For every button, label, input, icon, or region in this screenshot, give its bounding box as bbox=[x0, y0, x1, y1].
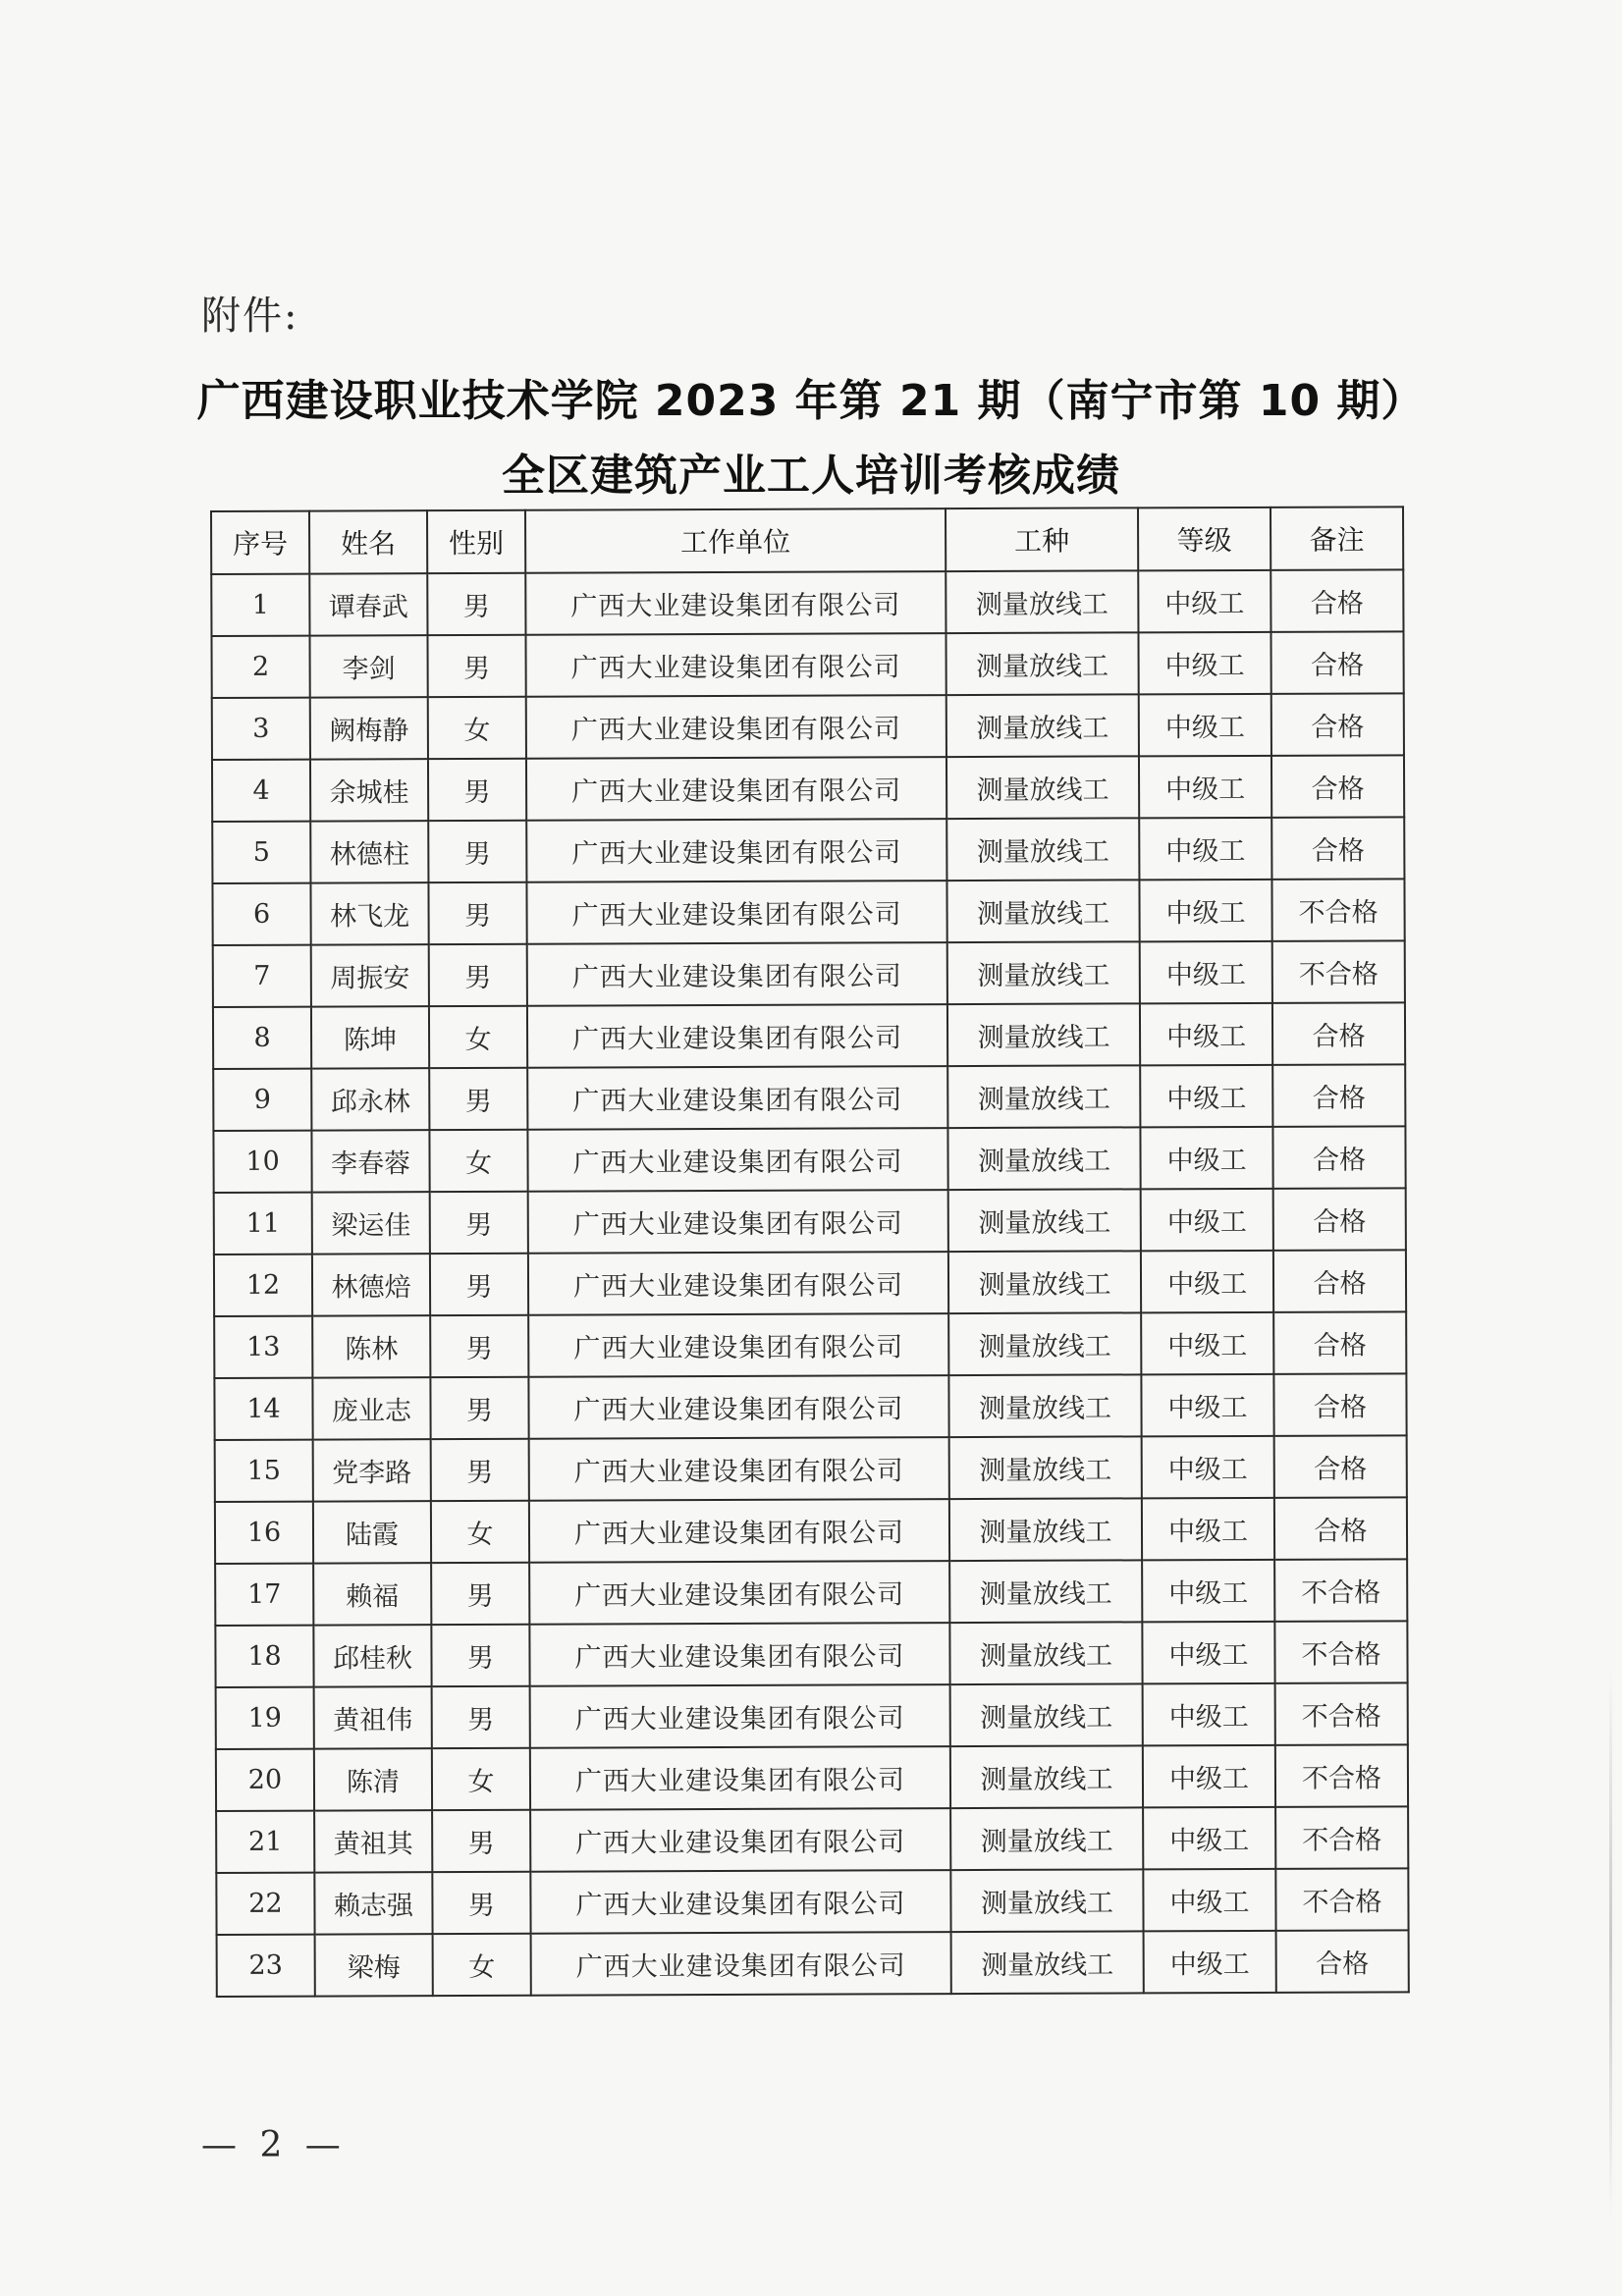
table-row bbox=[211, 631, 1403, 698]
cell-name: 李剑 bbox=[309, 635, 427, 697]
cell-name: 邱桂秋 bbox=[313, 1625, 431, 1686]
cell-name: 黄祖伟 bbox=[314, 1686, 432, 1748]
cell-no: 10 bbox=[213, 1131, 311, 1193]
table-row bbox=[213, 940, 1405, 1007]
cell-unit: 广西大业建设集团有限公司 bbox=[527, 1004, 947, 1068]
cell-no: 17 bbox=[215, 1564, 313, 1626]
cell-unit: 广西大业建设集团有限公司 bbox=[529, 1437, 949, 1501]
cell-trade: 测量放线工 bbox=[950, 1683, 1143, 1746]
cell-no: 18 bbox=[215, 1626, 313, 1687]
cell-gender: 女 bbox=[429, 1130, 527, 1192]
header-remark: 备注 bbox=[1271, 507, 1403, 570]
cell-trade: 测量放线工 bbox=[946, 570, 1138, 633]
cell-gender: 女 bbox=[432, 1748, 530, 1810]
table-row bbox=[216, 1806, 1408, 1873]
cell-no: 11 bbox=[214, 1193, 312, 1255]
cell-remark: 合格 bbox=[1273, 1188, 1406, 1251]
table-row bbox=[213, 1002, 1405, 1069]
cell-name: 庞业志 bbox=[312, 1377, 430, 1439]
cell-no: 16 bbox=[215, 1502, 313, 1564]
document-title-line-2: 全区建筑产业工人培训考核成绩 bbox=[502, 451, 1120, 501]
cell-remark: 合格 bbox=[1271, 569, 1403, 632]
cell-level: 中级工 bbox=[1139, 880, 1271, 942]
cell-gender: 男 bbox=[432, 1810, 530, 1872]
cell-level: 中级工 bbox=[1141, 1251, 1273, 1313]
cell-trade: 测量放线工 bbox=[946, 880, 1139, 942]
cell-remark: 合格 bbox=[1276, 1930, 1409, 1993]
cell-trade: 测量放线工 bbox=[947, 1127, 1140, 1190]
cell-trade: 测量放线工 bbox=[950, 1745, 1143, 1808]
cell-unit: 广西大业建设集团有限公司 bbox=[526, 695, 946, 759]
cell-unit: 广西大业建设集团有限公司 bbox=[530, 1684, 950, 1748]
cell-name: 赖志强 bbox=[314, 1872, 432, 1934]
cell-no: 21 bbox=[216, 1811, 314, 1873]
cell-gender: 男 bbox=[431, 1625, 529, 1686]
table-row bbox=[213, 1064, 1405, 1131]
cell-remark: 不合格 bbox=[1271, 879, 1404, 941]
cell-level: 中级工 bbox=[1143, 1745, 1275, 1808]
cell-remark: 合格 bbox=[1271, 755, 1404, 818]
cell-no: 14 bbox=[214, 1378, 312, 1440]
cell-trade: 测量放线工 bbox=[946, 632, 1138, 695]
cell-remark: 合格 bbox=[1271, 693, 1404, 756]
table-header-row bbox=[211, 507, 1403, 574]
cell-remark: 合格 bbox=[1272, 1126, 1405, 1189]
cell-remark: 不合格 bbox=[1272, 940, 1405, 1003]
cell-gender: 女 bbox=[433, 1934, 531, 1996]
cell-gender: 男 bbox=[432, 1872, 530, 1934]
cell-gender: 男 bbox=[432, 1686, 530, 1748]
cell-name: 梁梅 bbox=[315, 1934, 433, 1996]
cell-trade: 测量放线工 bbox=[950, 1869, 1143, 1932]
cell-remark: 合格 bbox=[1272, 1002, 1405, 1065]
cell-trade: 测量放线工 bbox=[947, 1003, 1140, 1066]
score-table bbox=[210, 506, 1410, 1998]
cell-name: 梁运佳 bbox=[312, 1192, 430, 1254]
cell-unit: 广西大业建设集团有限公司 bbox=[527, 1066, 947, 1130]
cell-level: 中级工 bbox=[1140, 1127, 1272, 1190]
cell-remark: 合格 bbox=[1274, 1497, 1407, 1560]
cell-name: 余城桂 bbox=[310, 759, 428, 821]
cell-unit: 广西大业建设集团有限公司 bbox=[526, 819, 946, 882]
table-row bbox=[216, 1682, 1408, 1749]
cell-name: 邱永林 bbox=[311, 1068, 429, 1130]
cell-gender: 男 bbox=[429, 1068, 527, 1130]
cell-no: 12 bbox=[214, 1255, 312, 1316]
cell-trade: 测量放线工 bbox=[951, 1931, 1144, 1994]
cell-trade: 测量放线工 bbox=[949, 1560, 1142, 1623]
cell-name: 林德焙 bbox=[312, 1254, 430, 1315]
cell-level: 中级工 bbox=[1140, 941, 1272, 1004]
cell-no: 5 bbox=[212, 822, 310, 883]
cell-remark: 合格 bbox=[1274, 1435, 1407, 1498]
cell-unit: 广西大业建设集团有限公司 bbox=[531, 1932, 951, 1996]
cell-gender: 男 bbox=[427, 573, 525, 635]
cell-trade: 测量放线工 bbox=[949, 1498, 1142, 1561]
cell-trade: 测量放线工 bbox=[950, 1807, 1143, 1870]
cell-level: 中级工 bbox=[1141, 1374, 1273, 1437]
cell-level: 中级工 bbox=[1144, 1931, 1276, 1994]
cell-level: 中级工 bbox=[1140, 1065, 1272, 1128]
cell-gender: 男 bbox=[431, 1439, 529, 1501]
cell-level: 中级工 bbox=[1143, 1869, 1275, 1932]
cell-gender: 男 bbox=[430, 1254, 528, 1315]
cell-no: 6 bbox=[212, 883, 310, 945]
cell-level: 中级工 bbox=[1142, 1498, 1274, 1561]
table-row bbox=[215, 1497, 1407, 1564]
cell-name: 黄祖其 bbox=[314, 1810, 432, 1872]
cell-remark: 合格 bbox=[1272, 1064, 1405, 1127]
cell-gender: 男 bbox=[428, 759, 526, 821]
cell-gender: 男 bbox=[428, 821, 526, 882]
cell-name: 赖福 bbox=[313, 1563, 431, 1625]
table-row bbox=[215, 1435, 1407, 1502]
cell-level: 中级工 bbox=[1142, 1560, 1274, 1623]
cell-no: 8 bbox=[213, 1007, 311, 1069]
table-body bbox=[211, 569, 1409, 1997]
cell-remark: 不合格 bbox=[1274, 1559, 1407, 1622]
cell-remark: 合格 bbox=[1273, 1373, 1406, 1436]
cell-level: 中级工 bbox=[1139, 756, 1271, 819]
cell-level: 中级工 bbox=[1141, 1312, 1273, 1375]
cell-remark: 不合格 bbox=[1274, 1621, 1407, 1683]
cell-no: 22 bbox=[216, 1873, 314, 1935]
cell-level: 中级工 bbox=[1142, 1622, 1274, 1684]
table-row bbox=[216, 1868, 1408, 1935]
cell-remark: 不合格 bbox=[1275, 1744, 1408, 1807]
cell-name: 陈林 bbox=[312, 1315, 430, 1377]
cell-gender: 男 bbox=[430, 1377, 528, 1439]
cell-name: 李春蓉 bbox=[311, 1130, 429, 1192]
table-row bbox=[212, 879, 1404, 945]
cell-level: 中级工 bbox=[1143, 1807, 1275, 1870]
cell-unit: 广西大业建设集团有限公司 bbox=[525, 571, 946, 635]
table-row bbox=[212, 693, 1404, 760]
cell-name: 陈坤 bbox=[311, 1006, 429, 1068]
cell-no: 23 bbox=[217, 1935, 315, 1997]
table-row bbox=[215, 1621, 1407, 1687]
cell-no: 15 bbox=[215, 1440, 313, 1502]
cell-level: 中级工 bbox=[1139, 818, 1271, 881]
table-row bbox=[216, 1744, 1408, 1811]
cell-name: 阙梅静 bbox=[310, 697, 428, 759]
table-row bbox=[214, 1188, 1406, 1255]
cell-name: 陈清 bbox=[314, 1748, 432, 1810]
cell-level: 中级工 bbox=[1141, 1189, 1273, 1252]
cell-no: 2 bbox=[211, 636, 309, 698]
table-row bbox=[212, 755, 1404, 822]
cell-unit: 广西大业建设集团有限公司 bbox=[529, 1561, 949, 1625]
document-title-line-1: 广西建设职业技术学院 2023 年第 21 期（南宁市第 10 期） bbox=[196, 376, 1426, 426]
cell-level: 中级工 bbox=[1142, 1436, 1274, 1499]
cell-trade: 测量放线工 bbox=[948, 1189, 1141, 1252]
cell-unit: 广西大业建设集团有限公司 bbox=[530, 1808, 950, 1872]
table-row bbox=[215, 1559, 1407, 1626]
cell-remark: 不合格 bbox=[1275, 1682, 1408, 1745]
cell-name: 陆霞 bbox=[313, 1501, 431, 1563]
cell-no: 9 bbox=[213, 1069, 311, 1131]
cell-name: 谭春武 bbox=[309, 573, 427, 635]
cell-unit: 广西大业建设集团有限公司 bbox=[528, 1252, 948, 1315]
cell-gender: 男 bbox=[429, 944, 527, 1006]
header-name: 姓名 bbox=[309, 510, 427, 573]
cell-unit: 广西大业建设集团有限公司 bbox=[529, 1623, 949, 1686]
cell-name: 林德柱 bbox=[310, 821, 428, 882]
header-unit: 工作单位 bbox=[525, 508, 946, 573]
cell-no: 7 bbox=[213, 945, 311, 1007]
cell-gender: 女 bbox=[431, 1501, 529, 1563]
header-trade: 工种 bbox=[946, 507, 1138, 571]
cell-gender: 女 bbox=[428, 697, 526, 759]
cell-unit: 广西大业建设集团有限公司 bbox=[530, 1746, 950, 1810]
table-row bbox=[212, 817, 1404, 883]
cell-trade: 测量放线工 bbox=[949, 1622, 1142, 1684]
cell-trade: 测量放线工 bbox=[948, 1251, 1141, 1313]
cell-unit: 广西大业建设集团有限公司 bbox=[525, 633, 946, 697]
table-row bbox=[214, 1311, 1406, 1378]
cell-level: 中级工 bbox=[1140, 1003, 1272, 1066]
cell-level: 中级工 bbox=[1138, 632, 1271, 695]
header-no: 序号 bbox=[211, 511, 309, 574]
attachment-label: 附件: bbox=[201, 294, 299, 339]
cell-no: 19 bbox=[216, 1687, 314, 1749]
page-number: — 2 — bbox=[201, 2125, 347, 2165]
cell-remark: 不合格 bbox=[1275, 1868, 1408, 1931]
cell-unit: 广西大业建设集团有限公司 bbox=[527, 1128, 947, 1192]
cell-unit: 广西大业建设集团有限公司 bbox=[527, 942, 947, 1006]
cell-trade: 测量放线工 bbox=[946, 694, 1139, 757]
cell-no: 20 bbox=[216, 1749, 314, 1811]
cell-gender: 男 bbox=[428, 882, 526, 944]
cell-level: 中级工 bbox=[1139, 694, 1271, 757]
table-row bbox=[217, 1930, 1409, 1997]
cell-no: 4 bbox=[212, 760, 310, 822]
cell-unit: 广西大业建设集团有限公司 bbox=[528, 1313, 948, 1377]
cell-trade: 测量放线工 bbox=[949, 1436, 1142, 1499]
cell-unit: 广西大业建设集团有限公司 bbox=[526, 757, 946, 821]
cell-no: 13 bbox=[214, 1316, 312, 1378]
cell-name: 党李路 bbox=[313, 1439, 431, 1501]
table-row bbox=[214, 1250, 1406, 1316]
cell-remark: 不合格 bbox=[1275, 1806, 1408, 1869]
cell-trade: 测量放线工 bbox=[947, 941, 1140, 1004]
table-row bbox=[214, 1373, 1406, 1440]
cell-name: 周振安 bbox=[311, 944, 429, 1006]
cell-no: 1 bbox=[211, 574, 309, 636]
cell-unit: 广西大业建设集团有限公司 bbox=[528, 1190, 948, 1254]
cell-level: 中级工 bbox=[1143, 1683, 1275, 1746]
cell-gender: 男 bbox=[430, 1192, 528, 1254]
cell-remark: 合格 bbox=[1273, 1311, 1406, 1374]
cell-name: 林飞龙 bbox=[310, 882, 428, 944]
cell-trade: 测量放线工 bbox=[946, 756, 1139, 819]
cell-trade: 测量放线工 bbox=[947, 1065, 1140, 1128]
cell-level: 中级工 bbox=[1138, 570, 1271, 633]
cell-unit: 广西大业建设集团有限公司 bbox=[529, 1499, 949, 1563]
cell-gender: 男 bbox=[431, 1563, 529, 1625]
cell-unit: 广西大业建设集团有限公司 bbox=[526, 881, 946, 944]
cell-gender: 男 bbox=[427, 635, 525, 697]
cell-gender: 女 bbox=[429, 1006, 527, 1068]
cell-unit: 广西大业建设集团有限公司 bbox=[530, 1870, 950, 1934]
cell-trade: 测量放线工 bbox=[948, 1374, 1141, 1437]
scan-edge-shadow bbox=[1609, 1669, 1612, 2218]
cell-gender: 男 bbox=[430, 1315, 528, 1377]
cell-remark: 合格 bbox=[1271, 817, 1404, 880]
cell-remark: 合格 bbox=[1273, 1250, 1406, 1312]
header-level: 等级 bbox=[1138, 507, 1271, 571]
table-row bbox=[213, 1126, 1405, 1193]
cell-trade: 测量放线工 bbox=[948, 1312, 1141, 1375]
header-gender: 性别 bbox=[427, 510, 525, 573]
cell-trade: 测量放线工 bbox=[946, 818, 1139, 881]
cell-remark: 合格 bbox=[1271, 631, 1403, 694]
cell-unit: 广西大业建设集团有限公司 bbox=[528, 1375, 948, 1439]
cell-no: 3 bbox=[212, 698, 310, 760]
table-row bbox=[211, 569, 1403, 636]
